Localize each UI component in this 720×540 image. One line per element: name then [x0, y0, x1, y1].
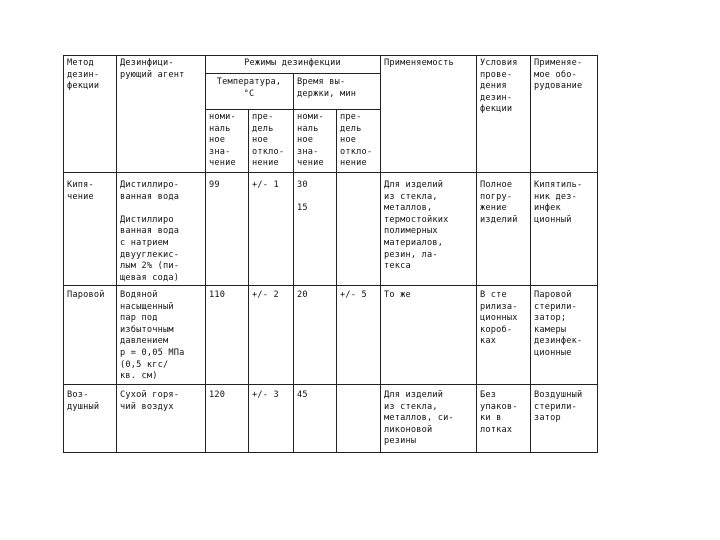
row3-method: Воз- душный — [67, 390, 100, 412]
row-divider-1 — [63, 285, 598, 286]
row2-applicability: То же — [384, 290, 411, 300]
table-right-border — [597, 55, 598, 453]
header-temp-nominal: номи- наль ное зна- чение — [209, 112, 236, 169]
header-bottom-rule — [63, 172, 598, 173]
header-modes: Режимы дезинфекции — [244, 58, 341, 68]
row1-conditions: Полное погру- жение изделий — [480, 180, 518, 225]
col-divider-method — [116, 55, 117, 453]
row2-time-limit: +/- 5 — [340, 290, 367, 300]
row3-temp-nominal: 120 — [209, 390, 226, 400]
row2-method: Паровой — [67, 290, 105, 300]
col-divider-modes — [380, 55, 381, 453]
row2-temp-nominal: 110 — [209, 290, 226, 300]
row3-agent: Сухой горя- чий воздух — [120, 390, 180, 412]
col-divider-applicability — [476, 55, 477, 453]
header-conditions: Условия прове- дения дезин- фекции — [480, 58, 518, 115]
col-divider-temperature — [293, 73, 294, 453]
header-temperature: Температура, °С — [216, 77, 282, 99]
row3-conditions: Без упаков- ки в лотках — [480, 390, 518, 435]
row1-agent: Дистиллиро- ванная вода Дистиллиро ванная вода с натрием двууглекис- лым 2% (пи- щевая сода) — [120, 180, 180, 283]
header-equipment: Применяе- мое обо- рудование — [534, 58, 583, 92]
col-divider-conditions — [530, 55, 531, 453]
col-divider-time-nominal — [336, 109, 337, 453]
row3-equipment: Воздушный стерили- затор — [534, 390, 583, 424]
row2-conditions: В сте рилиза- ционных короб- ках — [480, 290, 518, 347]
row1-temp-limit: +/- 1 — [252, 180, 279, 190]
col-divider-agent — [205, 55, 206, 453]
row2-equipment: Паровой стерили- затор; камеры дезинфек- ционные — [534, 290, 583, 358]
table-bottom-border — [63, 452, 598, 453]
row2-temp-limit: +/- 2 — [252, 290, 279, 300]
row3-time-nominal: 45 — [297, 390, 308, 400]
row3-temp-limit: +/- 3 — [252, 390, 279, 400]
row2-time-nominal: 20 — [297, 290, 308, 300]
header-time-limit: пре- дель ное откло- нение — [340, 112, 373, 169]
row3-applicability: Для изделий из стекла, металлов, си- ликоновой резины — [384, 390, 454, 447]
header-method: Метод дезин- фекции — [67, 58, 100, 92]
header-applicability: Применяемость — [384, 58, 454, 68]
header-time-nominal: номи- наль ное зна- чение — [297, 112, 324, 169]
table-top-border — [63, 55, 598, 56]
row1-time-nominal: 30 15 — [297, 180, 308, 214]
row1-temp-nominal: 99 — [209, 180, 220, 190]
row2-agent: Водяной насыщенный пар под избыточным давлением р = 0,05 МПа (0,5 кгс/ кв. см) — [120, 290, 185, 382]
header-agent: Дезинфици- рующий агент — [120, 58, 185, 80]
row1-applicability: Для изделий из стекла, металлов, термостойких полимерных материалов, резин, ла- текса — [384, 180, 449, 272]
row1-equipment: Кипятиль- ник дез- инфек ционный — [534, 180, 583, 225]
table-left-border — [63, 55, 64, 453]
header-hold-time: Время вы- держки, мин — [297, 77, 357, 99]
row-divider-2 — [63, 384, 598, 385]
header-temp-limit: пре- дель ное откло- нение — [252, 112, 285, 169]
col-divider-temp-nominal — [248, 109, 249, 453]
row1-method: Кипя- чение — [67, 180, 94, 202]
